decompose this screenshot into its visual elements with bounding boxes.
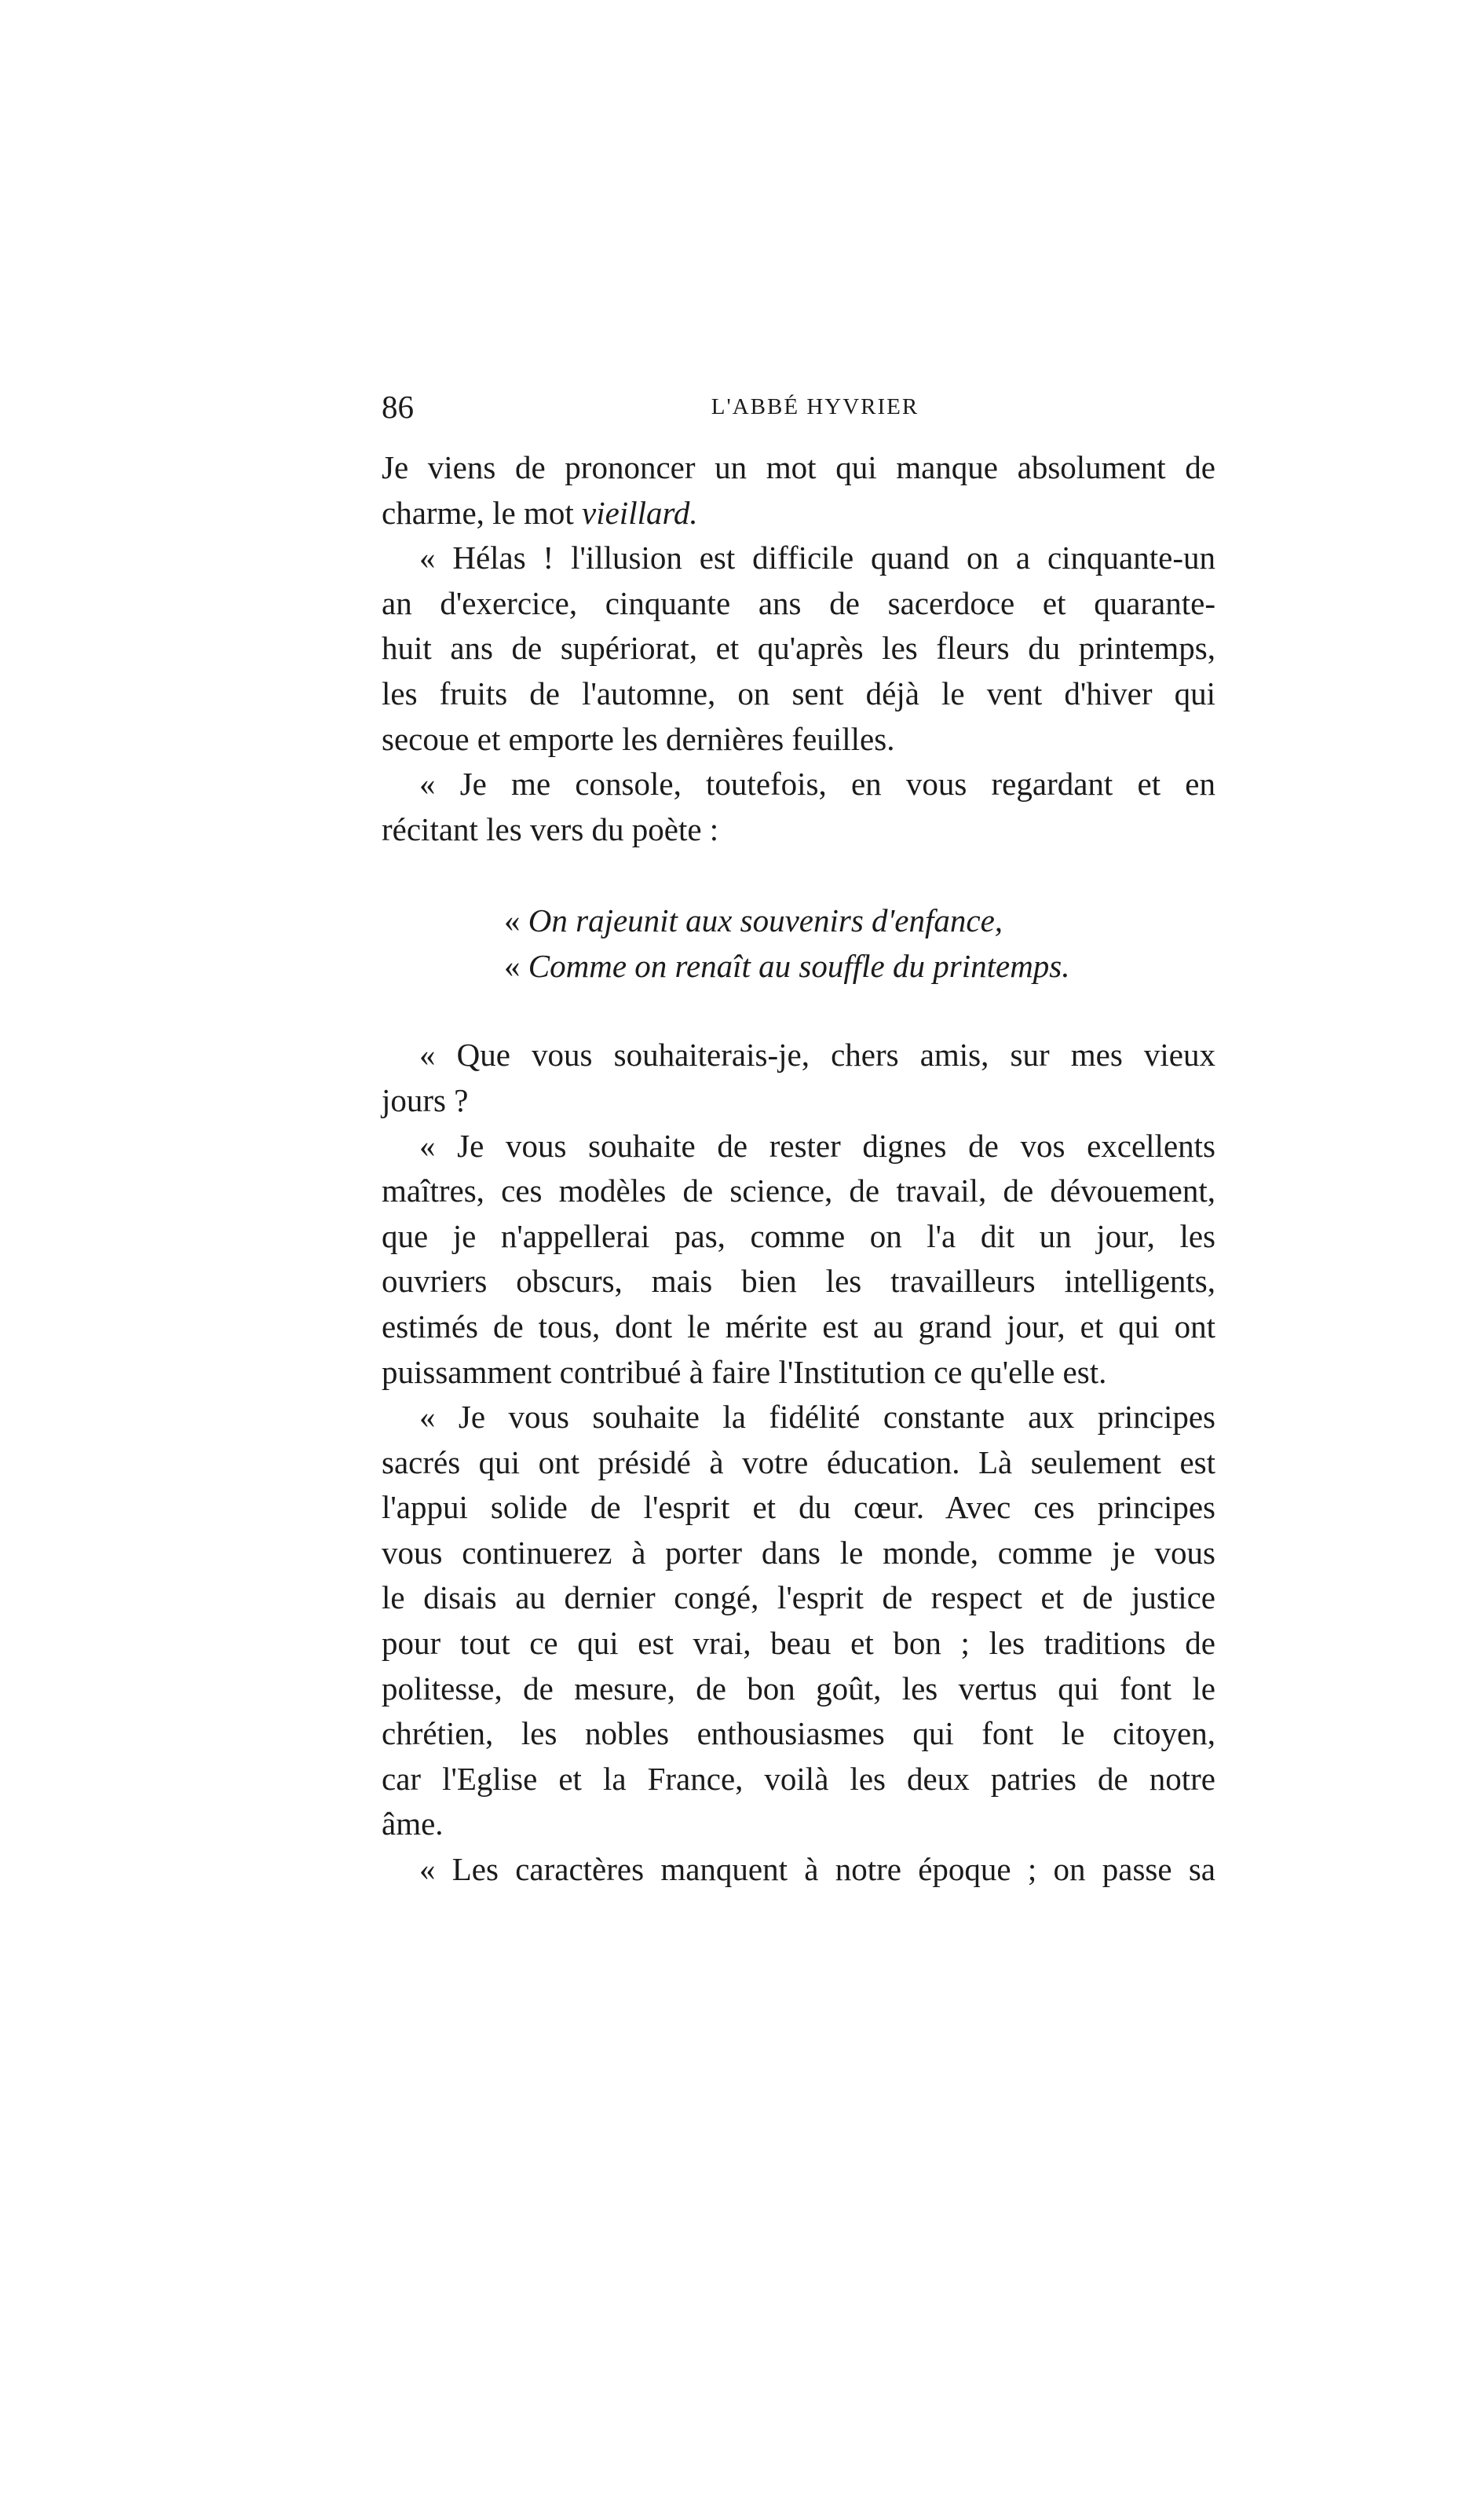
text-line xyxy=(382,491,1215,536)
text-line: les fruits de l'automne, on sent déjà le vent d'hiver qui xyxy=(382,675,1215,712)
poem-verse xyxy=(504,943,1215,989)
text-span: . xyxy=(689,494,698,531)
text-line: le disais au dernier congé, l'esprit de respect et de justice xyxy=(382,1579,1215,1616)
quote-mark: « xyxy=(504,902,528,939)
text-line: « Je vous souhaite de rester dignes de vos excellents xyxy=(419,1127,1215,1164)
text-line: car l'Eglise et la France, voilà les deux patries de notre xyxy=(382,1760,1215,1797)
text-line: politesse, de mesure, de bon goût, les vertus qui font le xyxy=(382,1670,1215,1707)
paragraph xyxy=(382,762,1215,852)
text-line: l'appui solide de l'esprit et du cœur. Avec ces principes xyxy=(382,1489,1215,1526)
running-head: L'ABBÉ HYVRIER xyxy=(711,394,919,419)
text-line: « Les caractères manquent à notre époque ; on passe sa xyxy=(419,1851,1215,1888)
text-span: charme, le mot xyxy=(382,494,583,531)
text-line: secoue et emporte les dernières feuilles. xyxy=(382,720,895,757)
text-line: chrétien, les nobles enthousiasmes qui font le citoyen, xyxy=(382,1715,1215,1752)
poem-quotation xyxy=(382,898,1215,989)
emphasized-word: vieillard xyxy=(582,494,690,531)
quote-mark: « xyxy=(504,948,528,985)
paragraph xyxy=(382,1033,1215,1123)
text-line: « Je vous souhaite la fidélité constante aux principes xyxy=(419,1399,1215,1436)
verse-text: Comme on renaît au souffle du printemps. xyxy=(528,948,1070,985)
text-line: huit ans de supériorat, et qu'après les fleurs du printemps, xyxy=(382,630,1215,667)
text-line: estimés de tous, dont le mérite est au grand jour, et qui ont xyxy=(382,1308,1215,1344)
paragraph xyxy=(382,1847,1215,1893)
text-line: « Hélas ! l'illusion est difficile quand on a cinquante-un xyxy=(419,540,1215,576)
text-line: que je n'appellerai pas, comme on l'a dit un jour, les xyxy=(382,1217,1215,1254)
text-line: récitant les vers du poète : xyxy=(382,810,719,847)
text-line: an d'exercice, cinquante ans de sacerdoce et quarante- xyxy=(382,584,1215,621)
text-line: maîtres, ces modèles de science, de travail, de dévouement, xyxy=(382,1173,1215,1209)
text-line: « Je me console, toutefois, en vous regardant et en xyxy=(419,766,1215,803)
poem-verse xyxy=(504,898,1215,943)
text-line: « Que vous souhaiterais-je, chers amis, sur mes vieux xyxy=(419,1037,1215,1074)
text-line: Je viens de prononcer un mot qui manque absolument de xyxy=(382,449,1215,485)
text-line: vous continuerez à porter dans le monde, comme je vous xyxy=(382,1534,1215,1571)
text-line: jours ? xyxy=(382,1081,469,1118)
text-line: puissamment contribué à faire l'Institution ce qu'elle est. xyxy=(382,1353,1107,1390)
text-line: âme. xyxy=(382,1805,444,1842)
page-number: 86 xyxy=(382,389,414,425)
paragraph xyxy=(382,1395,1215,1847)
body-text xyxy=(382,445,1215,1893)
paragraph xyxy=(382,445,1215,536)
text-line: pour tout ce qui est vrai, beau et bon ; les traditions de xyxy=(382,1625,1215,1662)
text-line: ouvriers obscurs, mais bien les travailleurs intelligents, xyxy=(382,1263,1215,1300)
page-header xyxy=(382,383,1215,430)
text-line: sacrés qui ont présidé à votre éducation. Là seulement est xyxy=(382,1443,1215,1480)
verse-text: On rajeunit aux souvenirs d'enfance, xyxy=(528,902,1003,939)
paragraph xyxy=(382,1124,1215,1396)
paragraph xyxy=(382,536,1215,762)
